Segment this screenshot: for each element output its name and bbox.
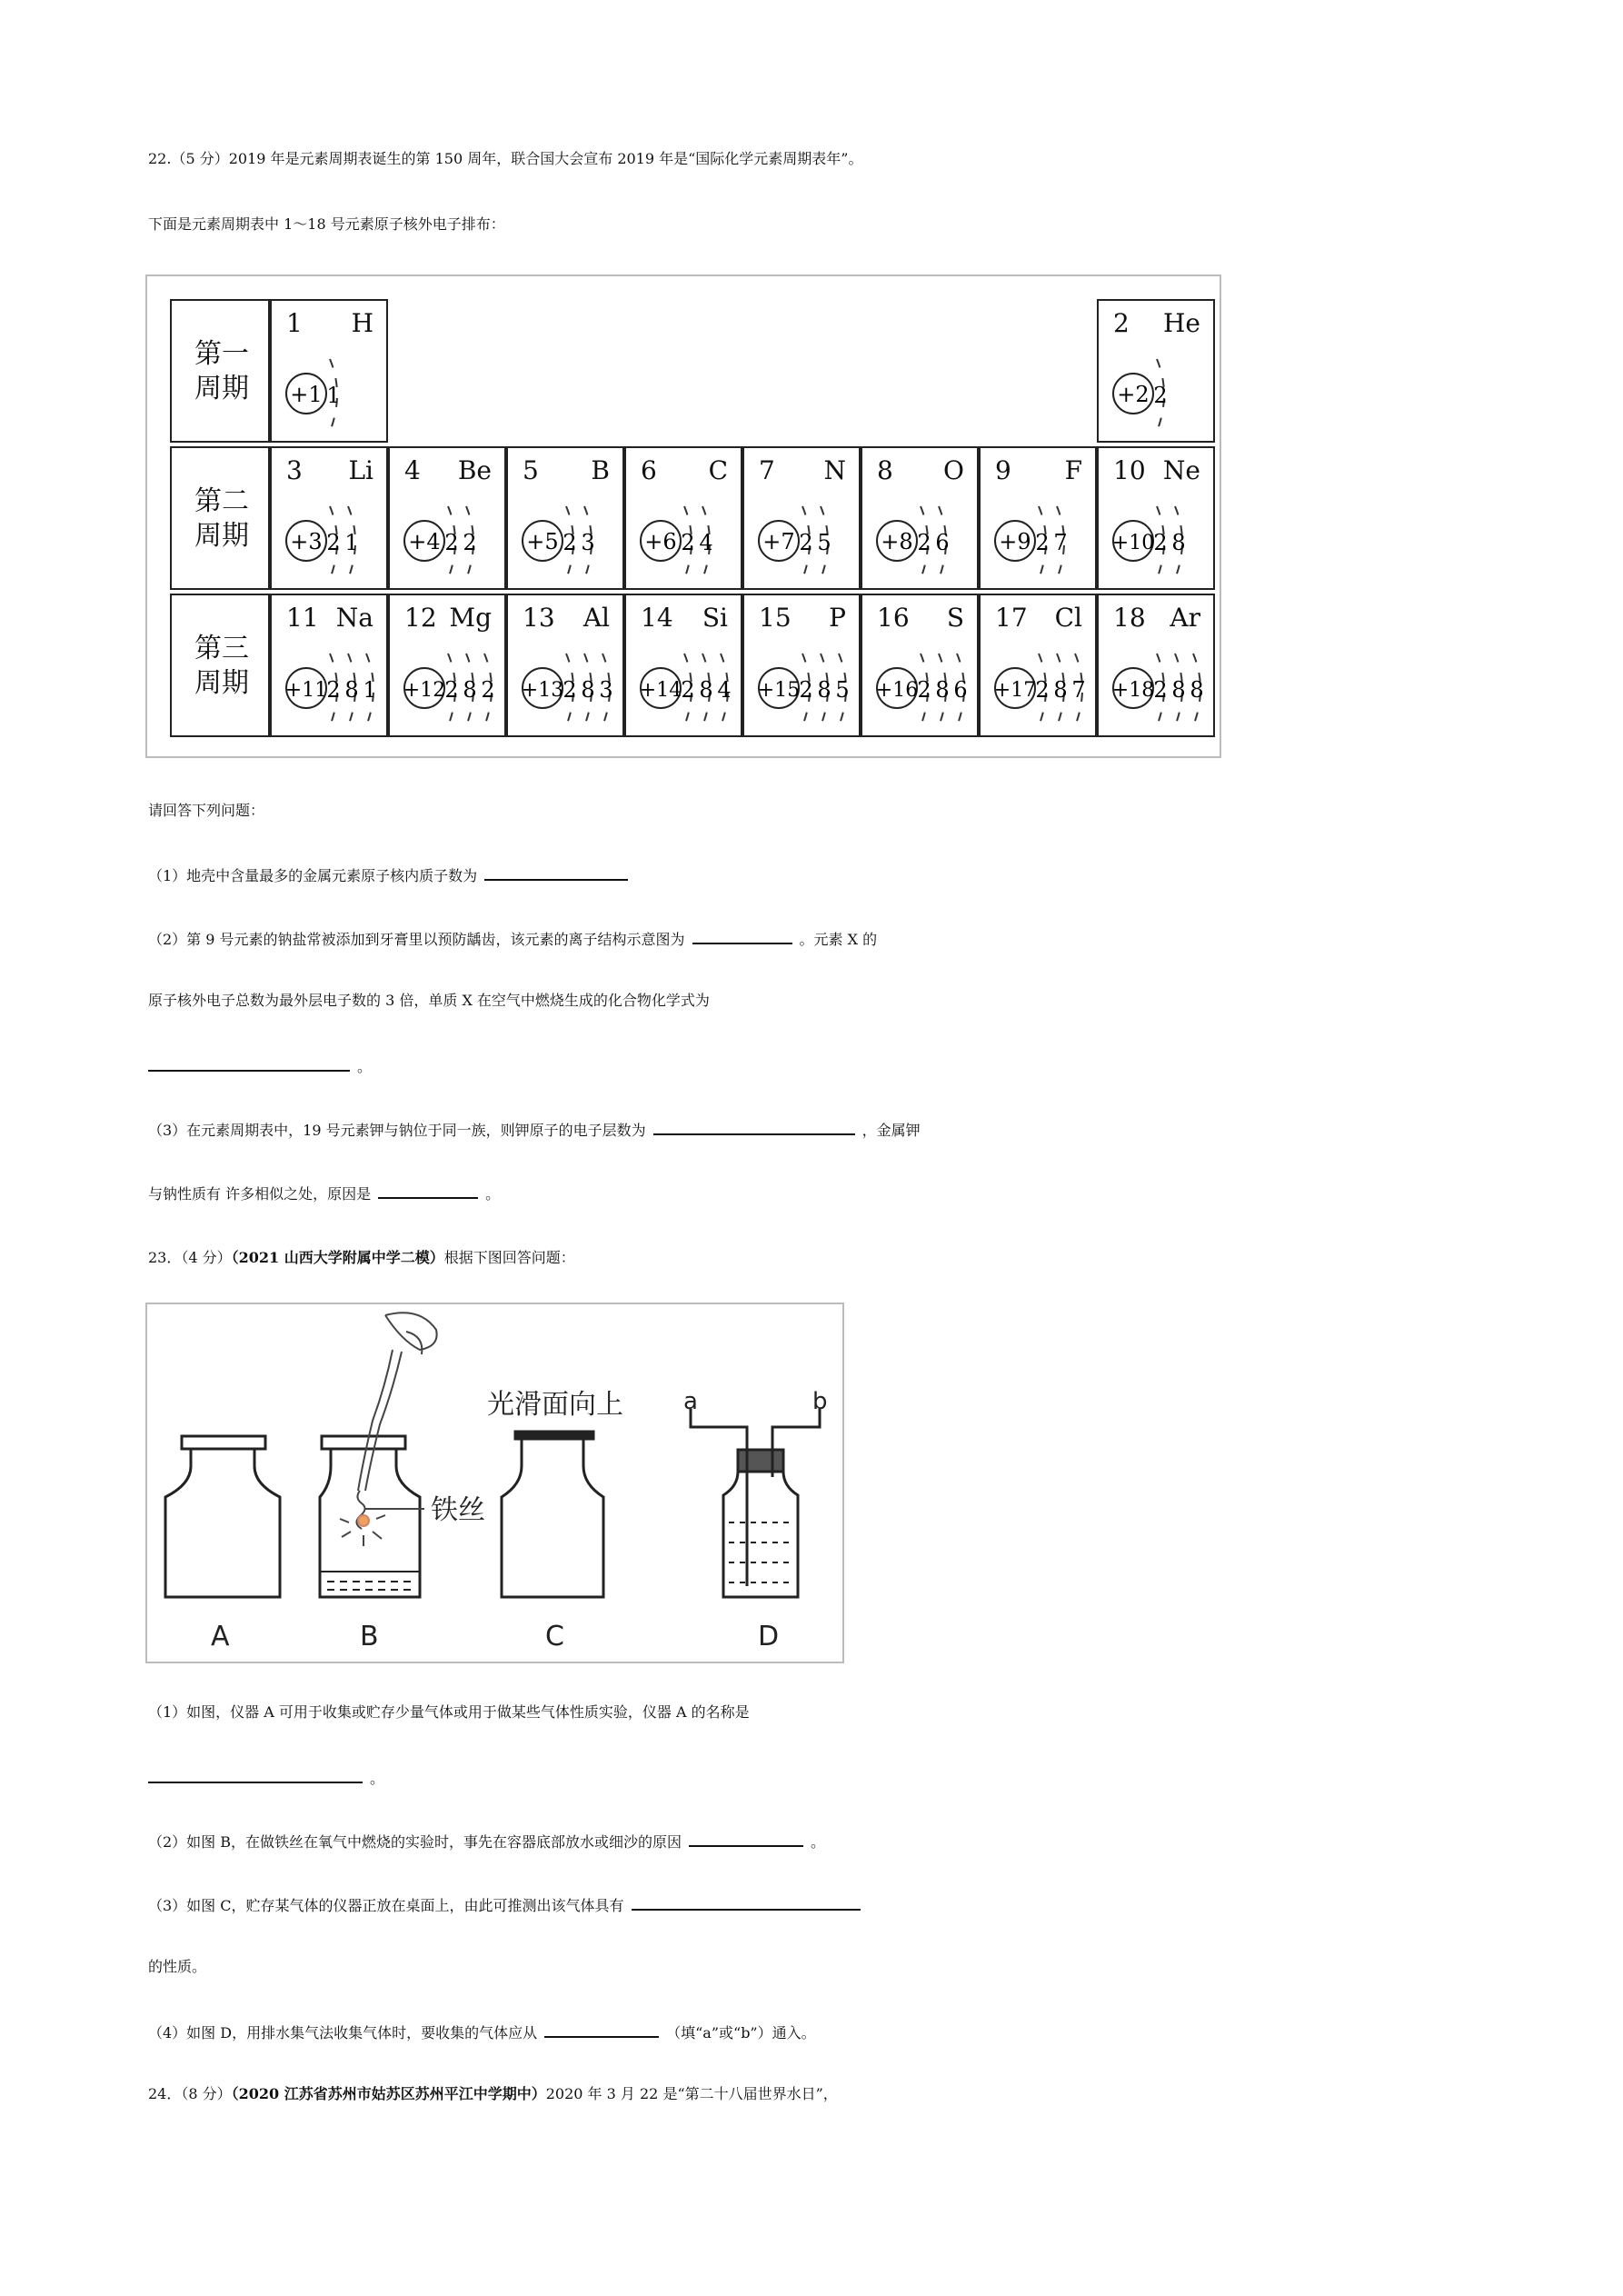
shell-electron-count: 2 [444,530,459,555]
q23-part4-answer-blank[interactable] [544,2012,659,2038]
period-label: 第三 周期 [194,633,249,699]
atomic-number: 5 [523,455,539,485]
q23-part2-end: 。 [811,1833,826,1851]
period-label: 第二 周期 [194,485,249,552]
label-d: D [758,1621,780,1652]
atomic-number: 18 [1113,603,1146,633]
element-cell-f [979,446,1097,590]
atom-structure-diagram [397,495,504,586]
q22-part3-text-d: 。 [485,1185,501,1203]
shell-electron-count: 7 [1071,677,1086,703]
element-cell-n [742,446,861,590]
atom-structure-diagram [988,643,1095,734]
shell-electron-count: 8 [1190,677,1204,703]
period-label-cell [170,594,270,737]
nuclear-charge: +15 [757,679,801,702]
atomic-number: 14 [641,603,673,633]
q23-part2 [148,1822,825,1858]
atomic-number: 4 [404,455,421,485]
atom-structure-diagram [752,495,859,586]
nuclear-charge: +13 [521,679,564,702]
shell-electron-count: 3 [599,677,613,703]
shell-electron-count: 2 [681,530,695,555]
shell-electron-count: 2 [326,530,341,555]
shell-electron-count: 5 [835,677,850,703]
atomic-number: 2 [1113,308,1130,338]
atom-structure-diagram [988,495,1095,586]
element-cell-na [270,594,388,737]
q23-part4-end: （填“a”或“b”）通入。 [666,2024,816,2041]
port-a-label: a [683,1388,698,1415]
port-b-label: b [812,1388,828,1415]
element-cell-s [861,594,979,737]
atomic-number: 12 [404,603,437,633]
element-symbol: F [1064,455,1082,485]
element-symbol: Si [702,603,728,633]
nuclear-charge: +18 [1111,679,1155,702]
element-cell-he [1097,299,1215,443]
shell-electron-count: 1 [326,383,341,408]
atom-structure-diagram [515,643,622,734]
nuclear-charge: +6 [644,529,677,554]
element-symbol: B [591,455,610,485]
shell-electron-count: 2 [1153,383,1168,408]
atomic-number: 15 [759,603,792,633]
atom-structure-diagram [279,348,386,439]
element-symbol: Ar [1170,603,1200,633]
element-symbol: He [1163,308,1200,338]
q24-text: 2020 年 3 月 22 是“第二十八届世界水日”， [545,2085,838,2102]
shell-electron-count: 2 [1153,677,1168,703]
label-b: B [360,1621,379,1652]
q24-source: （2020 江苏省苏州市姑苏区苏州平江中学期中） [231,2085,546,2102]
shell-electron-count: 2 [563,530,577,555]
period-label-cell [170,446,270,590]
q23-part1-line2 [148,1758,384,1794]
shell-electron-count: 1 [363,677,377,703]
atomic-number: 17 [995,603,1028,633]
shell-electron-count: 4 [699,530,713,555]
shell-electron-count: 2 [481,677,495,703]
shell-electron-count: 2 [917,677,931,703]
label-a: A [211,1621,230,1652]
atom-structure-diagram [1106,348,1213,439]
element-cell-si [624,594,742,737]
q22-part3-text-b: ，金属钾 [861,1122,921,1139]
shell-electron-count: 8 [463,677,477,703]
element-cell-ne [1097,446,1215,590]
element-cell-h [270,299,388,443]
atomic-number: 10 [1113,455,1146,485]
q24-heading [148,2076,838,2112]
element-symbol: Al [582,603,610,633]
shell-electron-count: 2 [1153,530,1168,555]
shell-electron-count: 2 [563,677,577,703]
element-symbol: Be [457,455,492,485]
element-cell-be [388,446,506,590]
q23-heading [148,1240,575,1276]
atom-structure-diagram [397,643,504,734]
shell-electron-count: 8 [817,677,831,703]
shell-electron-count: 8 [935,677,950,703]
tongs-and-wire [340,1313,437,1546]
shell-electron-count: 1 [344,530,359,555]
bottle-a [165,1436,280,1597]
q22-line1: 22.（5 分）2019 年是元素周期表诞生的第 150 周年，联合国大会宣布 2019 年是“国际化学元素周期表年”。 [148,150,863,167]
element-symbol: Cl [1054,603,1082,633]
element-cell-cl [979,594,1097,737]
element-symbol: H [351,308,373,338]
element-symbol: Mg [449,603,492,633]
element-symbol: Li [348,455,373,485]
atom-structure-diagram [279,643,386,734]
element-cell-li [270,446,388,590]
element-cell-o [861,446,979,590]
atom-structure-diagram [515,495,622,586]
shell-electron-count: 8 [1053,677,1068,703]
atomic-number: 7 [759,455,775,485]
nuclear-charge: +12 [403,679,446,702]
atom-structure-diagram [1106,495,1213,586]
q22-part2-text-d: 。 [357,1058,373,1075]
shell-electron-count: 2 [799,677,813,703]
q22-part3-line1 [148,1110,921,1146]
periodic-table-grid [170,299,1210,749]
nuclear-charge: +1 [290,382,323,407]
q22-part1 [148,855,635,892]
q23-part4-text: （4）如图 D，用排水集气法收集气体时，要收集的气体应从 [148,2024,538,2041]
atomic-number: 9 [995,455,1011,485]
q23-part3-text: （3）如图 C，贮存某气体的仪器正放在桌面上，由此可推测出该气体具有 [148,1897,624,1914]
nuclear-charge: +7 [762,529,795,554]
q23-part1-answer-blank[interactable] [148,1758,363,1783]
label-c: C [545,1621,564,1652]
element-symbol: S [946,603,964,633]
element-cell-b [506,446,624,590]
q23-part3-answer-blank[interactable] [632,1885,861,1911]
q23-part2-answer-blank[interactable] [689,1822,803,1847]
q22-part1-text: （1）地壳中含量最多的金属元素原子核内质子数为 [148,867,478,884]
element-cell-ar [1097,594,1215,737]
q23-part2-text: （2）如图 B，在做铁丝在氧气中燃烧的实验时，事先在容器底部放水或细沙的原因 [148,1833,682,1851]
q23-part1-end: 。 [370,1770,385,1787]
atom-structure-diagram [752,643,859,734]
shell-electron-count: 2 [799,530,813,555]
q22-part2-line3 [148,1046,372,1083]
q22-part3-text-c: 与钠性质有 许多相似之处，原因是 [148,1185,372,1203]
element-cell-p [742,594,861,737]
atomic-number: 6 [641,455,657,485]
nuclear-charge: +2 [1117,382,1150,407]
q22-part2-text-b: 。元素 X 的 [799,931,878,948]
atomic-number: 8 [877,455,893,485]
periodic-table-figure [145,275,1221,758]
nuclear-charge: +5 [526,529,559,554]
q23-part3-line2: 的性质。 [148,1958,207,1975]
apparatus-drawing [147,1304,842,1662]
element-cell-c [624,446,742,590]
element-cell-al [506,594,624,737]
q23-instruction: 根据下图回答问题： [443,1249,575,1266]
element-symbol: P [829,603,846,633]
atomic-number: 3 [286,455,303,485]
q22-part2-ion-diagram-blank[interactable] [692,919,792,944]
shell-electron-count: 6 [935,530,950,555]
q22-part2-text-a: （2）第 9 号元素的钠盐常被添加到牙膏里以预防龋齿，该元素的离子结构示意图为 [148,931,685,948]
nuclear-charge: +9 [999,529,1031,554]
element-symbol: C [708,455,728,485]
atom-structure-diagram [633,495,741,586]
nuclear-charge: +14 [639,679,682,702]
atomic-number: 16 [877,603,910,633]
q22-part3-shells-blank[interactable] [653,1110,855,1135]
shell-electron-count: 5 [817,530,831,555]
atom-structure-diagram [1106,643,1213,734]
q23-part1-line1: （1）如图，仪器 A 可用于收集或贮存少量气体或用于做某些气体性质实验，仪器 A 的名称是 [148,1703,750,1721]
shell-electron-count: 2 [463,530,477,555]
shell-electron-count: 2 [444,677,459,703]
atomic-number: 11 [286,603,319,633]
atomic-number: 1 [286,308,303,338]
shell-electron-count: 2 [1035,530,1050,555]
nuclear-charge: +16 [875,679,919,702]
element-symbol: O [943,455,964,485]
period-label: 第一 周期 [194,338,249,404]
shell-electron-count: 8 [344,677,359,703]
q22-part3-text-a: （3）在元素周期表中，19 号元素钾与钠位于同一族，则钾原子的电子层数为 [148,1122,646,1139]
bottle-d [691,1409,820,1597]
q24-number: 24．（8 分） [148,2085,232,2102]
nuclear-charge: +11 [284,679,328,702]
smooth-side-up-label: 光滑面向上 [487,1389,623,1421]
atomic-number: 13 [523,603,555,633]
shell-electron-count: 2 [326,677,341,703]
q23-part4 [148,2012,816,2049]
element-symbol: Ne [1162,455,1200,485]
shell-electron-count: 8 [1171,530,1186,555]
nuclear-charge: +3 [290,529,323,554]
q23-source: （2021 山西大学附属中学二模） [231,1249,444,1266]
q22-part2-line1 [148,919,877,955]
shell-electron-count: 8 [699,677,713,703]
q22-part3-line2 [148,1173,500,1210]
element-symbol: N [823,455,846,485]
q22-part2-line2: 原子核外电子总数为最外层电子数的 3 倍，单质 X 在空气中燃烧生成的化合物化学式为 [148,992,710,1009]
iron-wire-label: 铁丝 [431,1494,485,1526]
shell-electron-count: 3 [581,530,595,555]
nuclear-charge: +10 [1111,532,1155,554]
shell-electron-count: 2 [681,677,695,703]
q22-part3-reason-blank[interactable] [378,1173,478,1199]
shell-electron-count: 4 [717,677,732,703]
atom-structure-diagram [870,643,977,734]
q23-part3-line1 [148,1885,868,1922]
shell-electron-count: 8 [1171,677,1186,703]
shell-electron-count: 7 [1053,530,1068,555]
period-label-cell [170,299,270,443]
nuclear-charge: +8 [881,529,913,554]
shell-electron-count: 2 [917,530,931,555]
atom-structure-diagram [633,643,741,734]
q22-prompt: 请回答下列问题： [148,802,265,819]
q22-part2-formula-blank[interactable] [148,1046,350,1072]
element-cell-mg [388,594,506,737]
shell-electron-count: 6 [953,677,968,703]
atom-structure-diagram [870,495,977,586]
bottle-c [502,1432,603,1597]
shell-electron-count: 2 [1035,677,1050,703]
q22-part1-answer-blank[interactable] [484,855,628,881]
q23-number: 23．（4 分） [148,1249,232,1266]
q22-line2: 下面是元素周期表中 1～18 号元素原子核外电子排布： [148,215,505,233]
shell-electron-count: 8 [581,677,595,703]
nuclear-charge: +17 [993,679,1037,702]
atom-structure-diagram [279,495,386,586]
bottle-b [320,1436,420,1597]
apparatus-figure [145,1303,844,1663]
nuclear-charge: +4 [408,529,441,554]
element-symbol: Na [335,603,373,633]
